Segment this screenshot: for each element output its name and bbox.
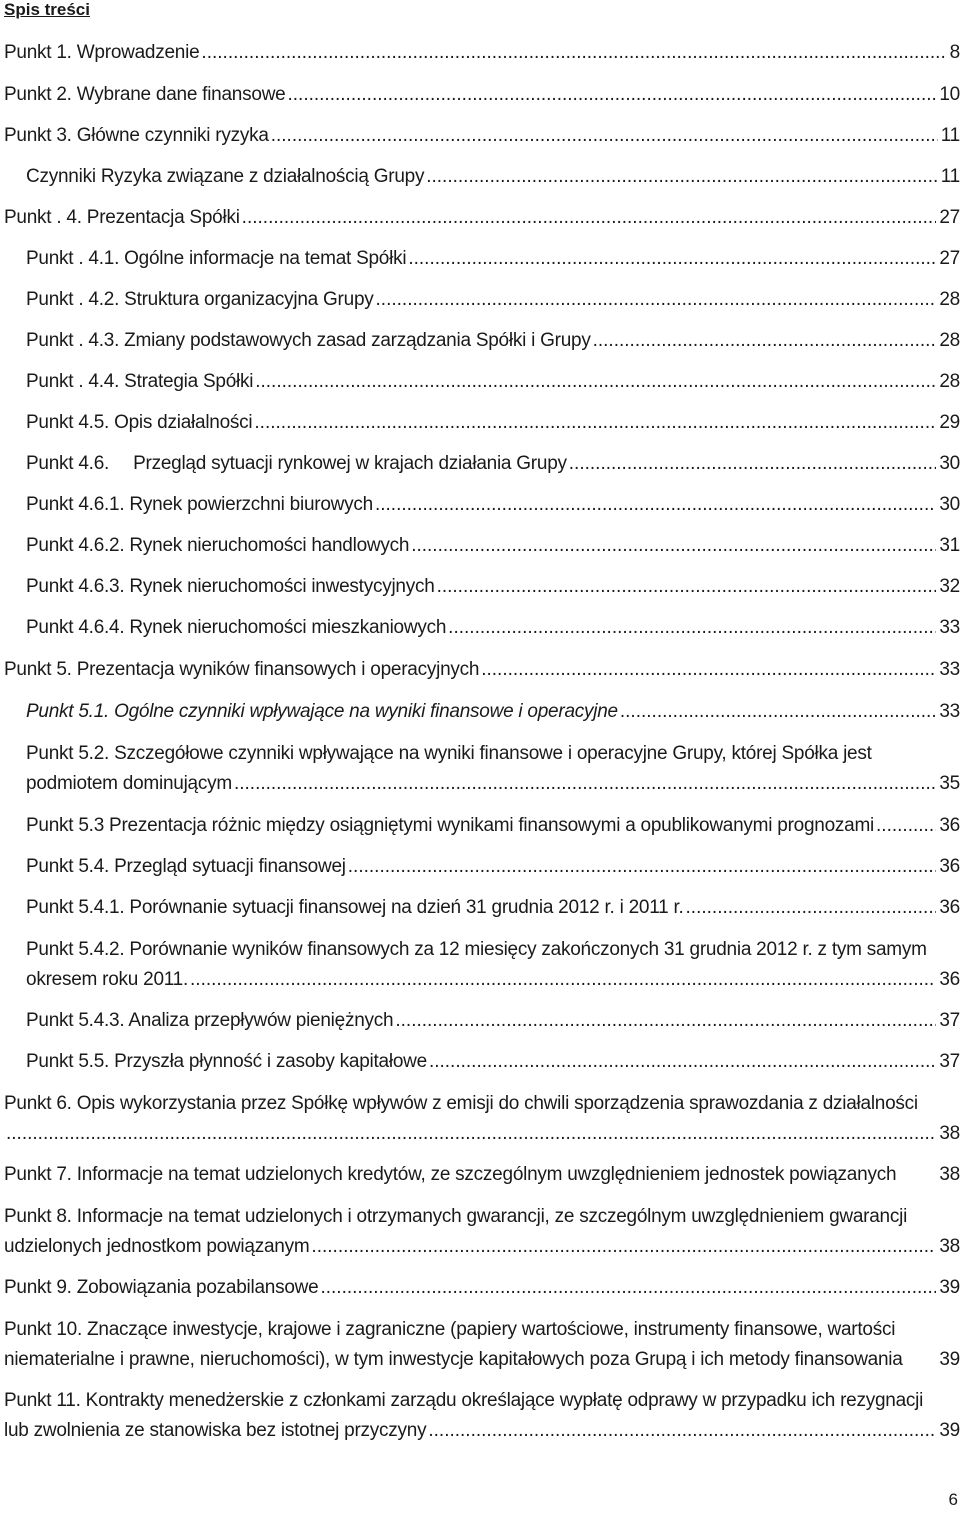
toc-entry-heading: Przegląd sytuacji rynkowej w krajach działania Grupy bbox=[133, 453, 567, 474]
toc-entry-15[interactable] bbox=[26, 613, 960, 643]
toc-entry-label: Punkt 7. Informacje na temat udzielonych kredytów, ze szczególnym uwzględnieniem jednostek powiązanych bbox=[4, 1164, 897, 1185]
toc-entry-13[interactable] bbox=[26, 531, 960, 561]
toc-entry-page: 30 bbox=[939, 453, 960, 474]
toc-leader-dots bbox=[348, 852, 937, 882]
toc-entry-label-cont: lub zwolnienia ze stanowiska bez istotnej przyczyny bbox=[4, 1420, 427, 1441]
toc-entry-page: 36 bbox=[939, 815, 960, 836]
toc-entry-label: Punkt 5.4.2. Porównanie wyników finansowych za 12 miesięcy zakończonych 31 grudnia 2012 r. z tym samym bbox=[26, 939, 927, 960]
toc-entry-7[interactable] bbox=[26, 285, 960, 315]
toc-entry-label: Punkt . 4.2. Struktura organizacyjna Grupy bbox=[26, 289, 374, 310]
toc-entry-label-cont: okresem roku 2011. bbox=[26, 969, 189, 990]
toc-entry-page: 10 bbox=[939, 84, 960, 105]
toc-entry-label: Punkt 6. Opis wykorzystania przez Spółkę wpływów z emisji do chwili sporządzenia sprawozdania z działalności bbox=[4, 1093, 918, 1114]
toc-leader-dots bbox=[201, 38, 946, 68]
toc-leader-dots bbox=[481, 655, 936, 685]
toc-entry-26[interactable] bbox=[4, 1160, 960, 1190]
toc-entry-page: 33 bbox=[939, 701, 960, 722]
toc-leader-dots bbox=[376, 285, 937, 315]
toc-entry-label: Punkt . 4. Prezentacja Spółki bbox=[4, 207, 240, 228]
toc-entry-page: 39 bbox=[939, 1277, 960, 1298]
toc-entry-19[interactable] bbox=[26, 811, 960, 841]
page-number: 6 bbox=[948, 1490, 958, 1509]
toc-entry-page: 37 bbox=[939, 1051, 960, 1072]
toc-entry-label: Punkt 5.2. Szczegółowe czynniki wpływające na wyniki finansowe i operacyjne Grupy, której Spółka jest bbox=[26, 743, 872, 764]
toc-leader-dots bbox=[437, 572, 937, 602]
toc-entry-22[interactable] bbox=[26, 965, 960, 995]
toc-entry-label: Punkt 4.6.3. Rynek nieruchomości inwestycyjnych bbox=[26, 576, 435, 597]
toc-entry-label: Punkt 5.4. Przegląd sytuacji finansowej bbox=[26, 856, 346, 877]
toc-entry-page: 27 bbox=[939, 207, 960, 228]
toc-leader-dots bbox=[6, 1119, 936, 1149]
toc-entry-22-line1[interactable] bbox=[26, 935, 960, 965]
toc-entry-2[interactable] bbox=[4, 80, 960, 110]
toc-entry-label: Punkt 3. Główne czynniki ryzyka bbox=[4, 125, 269, 146]
toc-entry-label: Punkt 10. Znaczące inwestycje, krajowe i zagraniczne (papiery wartościowe, instrumenty finansowe, wartości bbox=[4, 1319, 896, 1340]
toc-entry-page: 8 bbox=[949, 42, 960, 63]
toc-entry-14[interactable] bbox=[26, 572, 960, 602]
toc-leader-dots bbox=[311, 1232, 936, 1262]
toc-entry-page: 28 bbox=[939, 289, 960, 310]
toc-entry-label: Punkt 5.4.1. Porównanie sytuacji finansowej na dzień 31 grudnia 2012 r. i 2011 r. bbox=[26, 897, 684, 918]
toc-entry-label: Punkt 1. Wprowadzenie bbox=[4, 42, 200, 63]
toc-leader-dots bbox=[320, 1273, 936, 1303]
toc-leader-dots bbox=[569, 449, 937, 479]
toc-entry-20[interactable] bbox=[26, 852, 960, 882]
toc-entry-6[interactable] bbox=[26, 244, 960, 274]
toc-entry-label: Punkt 4.6.1. Rynek powierzchni biurowych bbox=[26, 494, 373, 515]
toc-entry-page: 36 bbox=[939, 897, 960, 918]
toc-entry-page: 35 bbox=[939, 773, 960, 794]
toc-entry-label: Punkt . 4.4. Strategia Spółki bbox=[26, 371, 254, 392]
toc-entry-label: Punkt 5.4.3. Analiza przepływów pieniężnych bbox=[26, 1010, 394, 1031]
toc-leader-dots bbox=[428, 1416, 936, 1446]
toc-entry-page: 11 bbox=[940, 166, 960, 187]
toc-entry-page: 33 bbox=[939, 659, 960, 680]
toc-entry-28[interactable] bbox=[4, 1273, 960, 1303]
toc-entry-page: 37 bbox=[939, 1010, 960, 1031]
toc-entry-label: Punkt 8. Informacje na temat udzielonych i otrzymanych gwarancji, ze szczególnym uwzględnieniem gwarancji bbox=[4, 1206, 908, 1227]
toc-entry-29-line1[interactable] bbox=[4, 1315, 960, 1345]
toc-entry-5[interactable] bbox=[4, 203, 960, 233]
toc-entry-30[interactable] bbox=[4, 1416, 960, 1446]
toc-entry-page: 30 bbox=[939, 494, 960, 515]
toc-entry-label: Punkt . 4.1. Ogólne informacje na temat Spółki bbox=[26, 248, 407, 269]
toc-entry-page: 39 bbox=[939, 1420, 960, 1441]
toc-leader-dots bbox=[271, 121, 938, 151]
toc-entry-number: Punkt 4.6. bbox=[26, 453, 110, 474]
toc-leader-dots bbox=[255, 367, 936, 397]
toc-entry-page: 36 bbox=[939, 856, 960, 877]
toc-entry-16[interactable] bbox=[4, 655, 960, 685]
toc-leader-dots bbox=[620, 697, 936, 727]
toc-entry-25-line1[interactable] bbox=[4, 1089, 960, 1119]
toc-entry-page: 28 bbox=[939, 371, 960, 392]
toc-entry-label: Punkt . 4.3. Zmiany podstawowych zasad zarządzania Spółki i Grupy bbox=[26, 330, 591, 351]
toc-entry-18[interactable] bbox=[26, 769, 960, 799]
toc-entry-8[interactable] bbox=[26, 326, 960, 356]
toc-entry-label: Punkt 4.6.4. Rynek nieruchomości mieszkaniowych bbox=[26, 617, 447, 638]
toc-entry-page: 38 bbox=[939, 1236, 960, 1257]
toc-leader-dots bbox=[242, 203, 937, 233]
toc-entry-4[interactable] bbox=[26, 162, 960, 192]
toc-entry-page: 32 bbox=[939, 576, 960, 597]
toc-entry-label-cont: niematerialne i prawne, nieruchomości), w tym inwestycje kapitałowych poza Grupą i ich metody finansowania bbox=[4, 1349, 903, 1370]
toc-leader-dots bbox=[876, 811, 936, 841]
toc-entry-23[interactable] bbox=[26, 1006, 960, 1036]
toc-entry-label: Punkt 11. Kontrakty menedżerskie z członkami zarządu określające wypłatę odprawy w przypadku ich rezygnacji bbox=[4, 1390, 924, 1411]
toc-leader-dots bbox=[408, 244, 936, 274]
toc-entry-page: 38 bbox=[939, 1164, 960, 1185]
toc-leader-dots bbox=[593, 326, 937, 356]
toc-leader-dots bbox=[375, 490, 936, 520]
toc-entry-label-cont: udzielonych jednostkom powiązanym bbox=[4, 1236, 310, 1257]
toc-entry-11[interactable] bbox=[26, 449, 960, 479]
toc-entry-label bbox=[26, 449, 567, 479]
toc-entry-page: 39 bbox=[939, 1349, 960, 1370]
toc-leader-dots bbox=[190, 965, 936, 995]
toc-entry-29[interactable] bbox=[4, 1345, 960, 1375]
toc-entry-12[interactable] bbox=[26, 490, 960, 520]
toc-entry-label: Punkt 5. Prezentacja wyników finansowych i operacyjnych bbox=[4, 659, 480, 680]
toc-leader-dots bbox=[686, 893, 937, 923]
toc-leader-dots bbox=[287, 80, 936, 110]
toc-entry-10[interactable] bbox=[26, 408, 960, 438]
toc-entry-page: 11 bbox=[940, 125, 960, 146]
toc-entry-17[interactable] bbox=[26, 697, 960, 727]
toc-entry-label: Punkt 9. Zobowiązania pozabilansowe bbox=[4, 1277, 319, 1298]
toc-entry-18-line1[interactable] bbox=[26, 739, 960, 769]
toc-entry-24[interactable] bbox=[26, 1047, 960, 1077]
toc-entry-30-line1[interactable] bbox=[4, 1386, 960, 1416]
toc-entry-25[interactable] bbox=[4, 1119, 960, 1149]
toc-entry-page: 28 bbox=[939, 330, 960, 351]
toc-leader-dots bbox=[429, 1047, 936, 1077]
toc-entry-label: Punkt 5.5. Przyszła płynność i zasoby kapitałowe bbox=[26, 1051, 427, 1072]
toc-entry-9[interactable] bbox=[26, 367, 960, 397]
toc-leader-dots bbox=[411, 531, 936, 561]
toc-entry-label: Czynniki Ryzyka związane z działalnością Grupy bbox=[26, 166, 425, 187]
toc-entry-page: 36 bbox=[939, 969, 960, 990]
toc-entry-label: Punkt 5.3 Prezentacja różnic między osiągniętymi wynikami finansowymi a opublikowanymi prognozami bbox=[26, 815, 875, 836]
toc-leader-dots bbox=[234, 769, 936, 799]
toc-entry-label: Punkt 5.1. Ogólne czynniki wpływające na wyniki finansowe i operacyjne bbox=[26, 701, 618, 722]
toc-entry-27-line1[interactable] bbox=[4, 1202, 960, 1232]
toc-entry-3[interactable] bbox=[4, 121, 960, 151]
toc-leader-dots bbox=[254, 408, 936, 438]
toc-leader-dots bbox=[448, 613, 936, 643]
toc-entry-label-cont: podmiotem dominującym bbox=[26, 773, 232, 794]
toc-entry-page: 29 bbox=[939, 412, 960, 433]
toc-entry-1[interactable] bbox=[4, 38, 960, 68]
toc-entry-page: 33 bbox=[939, 617, 960, 638]
toc-entry-page: 38 bbox=[939, 1123, 960, 1144]
toc-entry-label: Punkt 4.6.2. Rynek nieruchomości handlowych bbox=[26, 535, 410, 556]
toc-title: Spis treści bbox=[4, 0, 90, 19]
toc-entry-27[interactable] bbox=[4, 1232, 960, 1262]
toc-entry-label: Punkt 2. Wybrane dane finansowe bbox=[4, 84, 286, 105]
toc-entry-page: 27 bbox=[939, 248, 960, 269]
toc-leader-dots bbox=[395, 1006, 936, 1036]
toc-entry-page: 31 bbox=[939, 535, 960, 556]
toc-entry-21[interactable] bbox=[26, 893, 960, 923]
toc-entry-label: Punkt 4.5. Opis działalności bbox=[26, 412, 253, 433]
toc-leader-dots bbox=[426, 162, 938, 192]
